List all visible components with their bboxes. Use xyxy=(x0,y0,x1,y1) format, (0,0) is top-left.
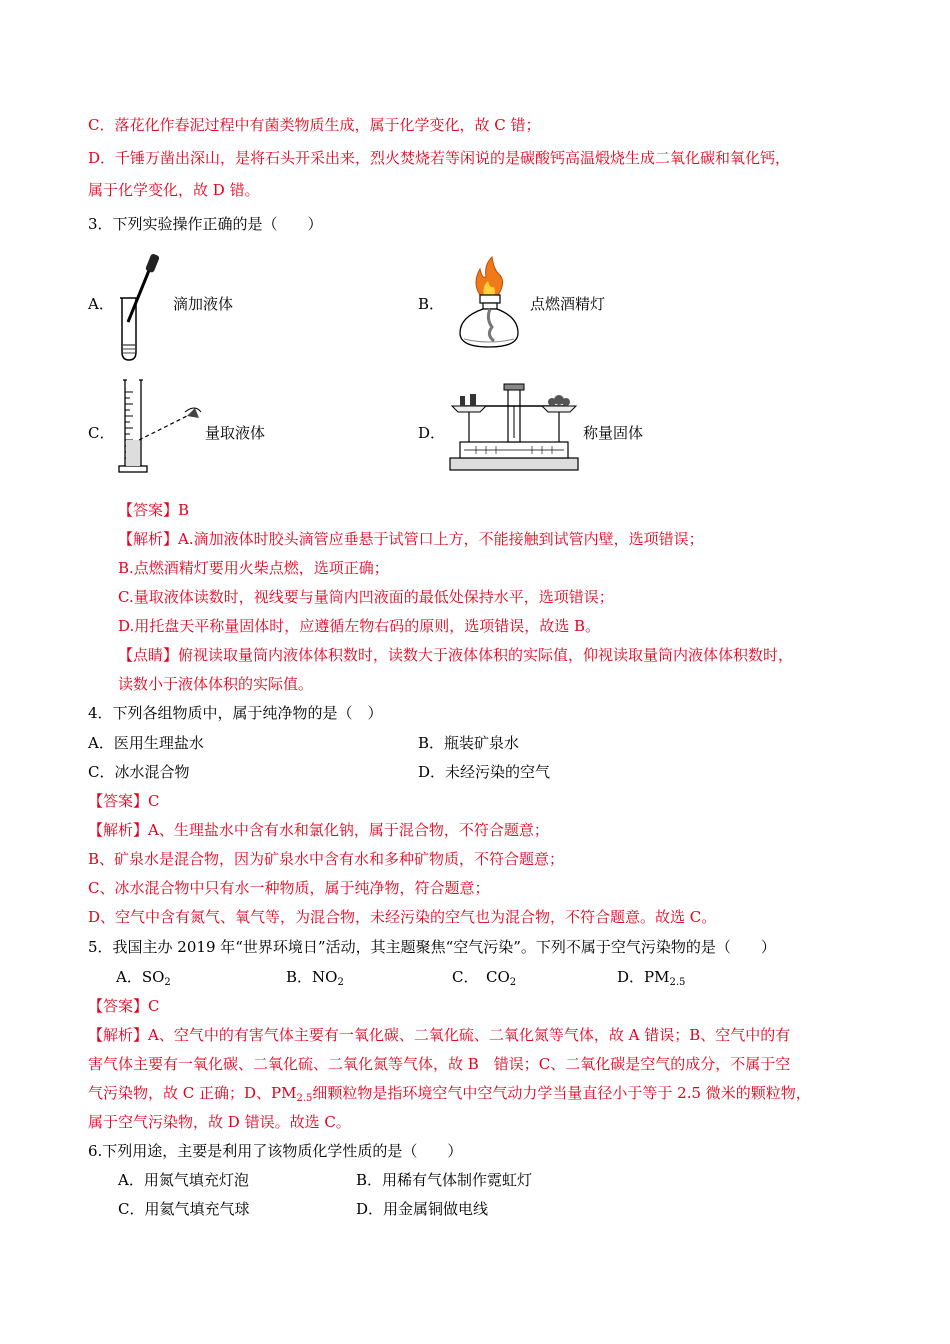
prev-explain-d: D．千锤万凿出深山，是将石头开采出来，烈火焚烧若等闲说的是碳酸钙高温煅烧生成二氧化碳和氧化钙， xyxy=(88,149,791,167)
q3-option-a-letter: A． xyxy=(88,295,114,313)
q6-option-a: A．用氮气填充灯泡 xyxy=(118,1171,249,1189)
q3-option-b-label: 点燃酒精灯 xyxy=(530,295,606,313)
q4-option-c: C．冰水混合物 xyxy=(88,763,190,781)
q4-explain-a: 【解析】A、生理盐水中含有水和氯化钠，属于混合物，不符合题意； xyxy=(88,821,549,839)
q5-option-a: A．$SO_2$ xyxy=(116,968,171,988)
prev-explain-d-cont: 属于化学变化，故 D 错。 xyxy=(88,181,260,199)
q3-option-c-label: 量取液体 xyxy=(205,424,266,442)
q4-option-b: B．瓶装矿泉水 xyxy=(418,734,520,752)
q3-option-a-label: 滴加液体 xyxy=(173,295,234,313)
q6-stem: 6.下列用途，主要是利用了该物质化学性质的是（ ） xyxy=(88,1142,463,1160)
q5-option-b: B．$NO_2$ xyxy=(286,968,344,988)
q3-explain-b: B.点燃酒精灯要用火柴点燃，选项正确； xyxy=(118,559,389,577)
q3-stem: 3．下列实验操作正确的是（ ） xyxy=(88,215,323,233)
q5-explain-4: 属于空气污染物，故 D 错误。故选 C。 xyxy=(88,1113,351,1131)
q3-explain-c: C.量取液体读数时，视线要与量筒内凹液面的最低处保持水平，选项错误； xyxy=(118,588,614,606)
prev-explain-c: C．落花化作春泥过程中有菌类物质生成，属于化学变化，故 C 错； xyxy=(88,116,541,134)
q3-note: 【点睛】俯视读取量筒内液体体积数时，读数大于液体体积的实际值，仰视读取量筒内液体体积数时， xyxy=(118,646,794,664)
q4-answer: 【答案】C xyxy=(88,792,160,810)
alcohol-lamp-illustration xyxy=(450,255,528,355)
q5-option-c: C． $CO_2$ xyxy=(452,968,517,988)
q6-option-c: C．用氦气填充气球 xyxy=(118,1200,250,1218)
q3-explain-a: 【解析】A.滴加液体时胶头滴管应垂悬于试管口上方，不能接触到试管内壁，选项错误； xyxy=(118,530,704,548)
q3-note-cont: 读数小于液体体积的实际值。 xyxy=(118,675,314,693)
q4-explain-b: B、矿泉水是混合物，因为矿泉水中含有水和多种矿物质，不符合题意； xyxy=(88,850,565,868)
q3-option-b-letter: B． xyxy=(418,295,445,313)
q5-answer: 【答案】C xyxy=(88,997,160,1015)
q5-explain-3: 气污染物，故 C 正确；D、$PM_{2.5}$细颗粒物是指环境空气中空气动力学当量直径小于等于 2.5 微米的颗粒物， xyxy=(88,1084,811,1104)
q5-explain-1: 【解析】A、空气中的有害气体主要有一氧化碳、二氧化硫、二氧化氮等气体，故 A 错误；B、空气中的有 xyxy=(88,1026,791,1044)
q4-stem: 4．下列各组物质中，属于纯净物的是（ ） xyxy=(88,704,383,722)
q4-explain-c: C、冰水混合物中只有水一种物质，属于纯净物，符合题意； xyxy=(88,879,490,897)
q3-explain-d: D.用托盘天平称量固体时，应遵循左物右码的原则，选项错误，故选 B。 xyxy=(118,617,601,635)
q3-answer: 【答案】B xyxy=(118,501,190,519)
q5-option-d: D．$PM_{2.5}$ xyxy=(617,968,686,988)
q3-option-d-letter: D． xyxy=(418,424,446,442)
q3-option-d-label: 称量固体 xyxy=(583,424,644,442)
q5-explain-2: 害气体主要有一氧化碳、二氧化硫、二氧化氮等气体，故 B 错误；C、二氧化碳是空气的成分，不属于空 xyxy=(88,1055,791,1073)
q6-option-d: D．用金属铜做电线 xyxy=(356,1200,489,1218)
dropper-test-tube-illustration xyxy=(110,250,170,365)
q4-option-d: D．未经污染的空气 xyxy=(418,763,551,781)
q3-option-c-letter: C． xyxy=(88,424,115,442)
graduated-cylinder-illustration xyxy=(115,378,205,478)
q4-option-a: A．医用生理盐水 xyxy=(88,734,204,752)
q4-explain-d: D、空气中含有氮气、氧气等，为混合物，未经污染的空气也为混合物，不符合题意。故选 C。 xyxy=(88,908,717,926)
q6-option-b: B．用稀有气体制作霓虹灯 xyxy=(356,1171,533,1189)
balance-scale-illustration xyxy=(446,380,582,480)
q5-stem: 5．我国主办 2019 年“世界环境日”活动，其主题聚焦“空气污染”。下列不属于空气污染物的是（ ） xyxy=(88,938,776,956)
